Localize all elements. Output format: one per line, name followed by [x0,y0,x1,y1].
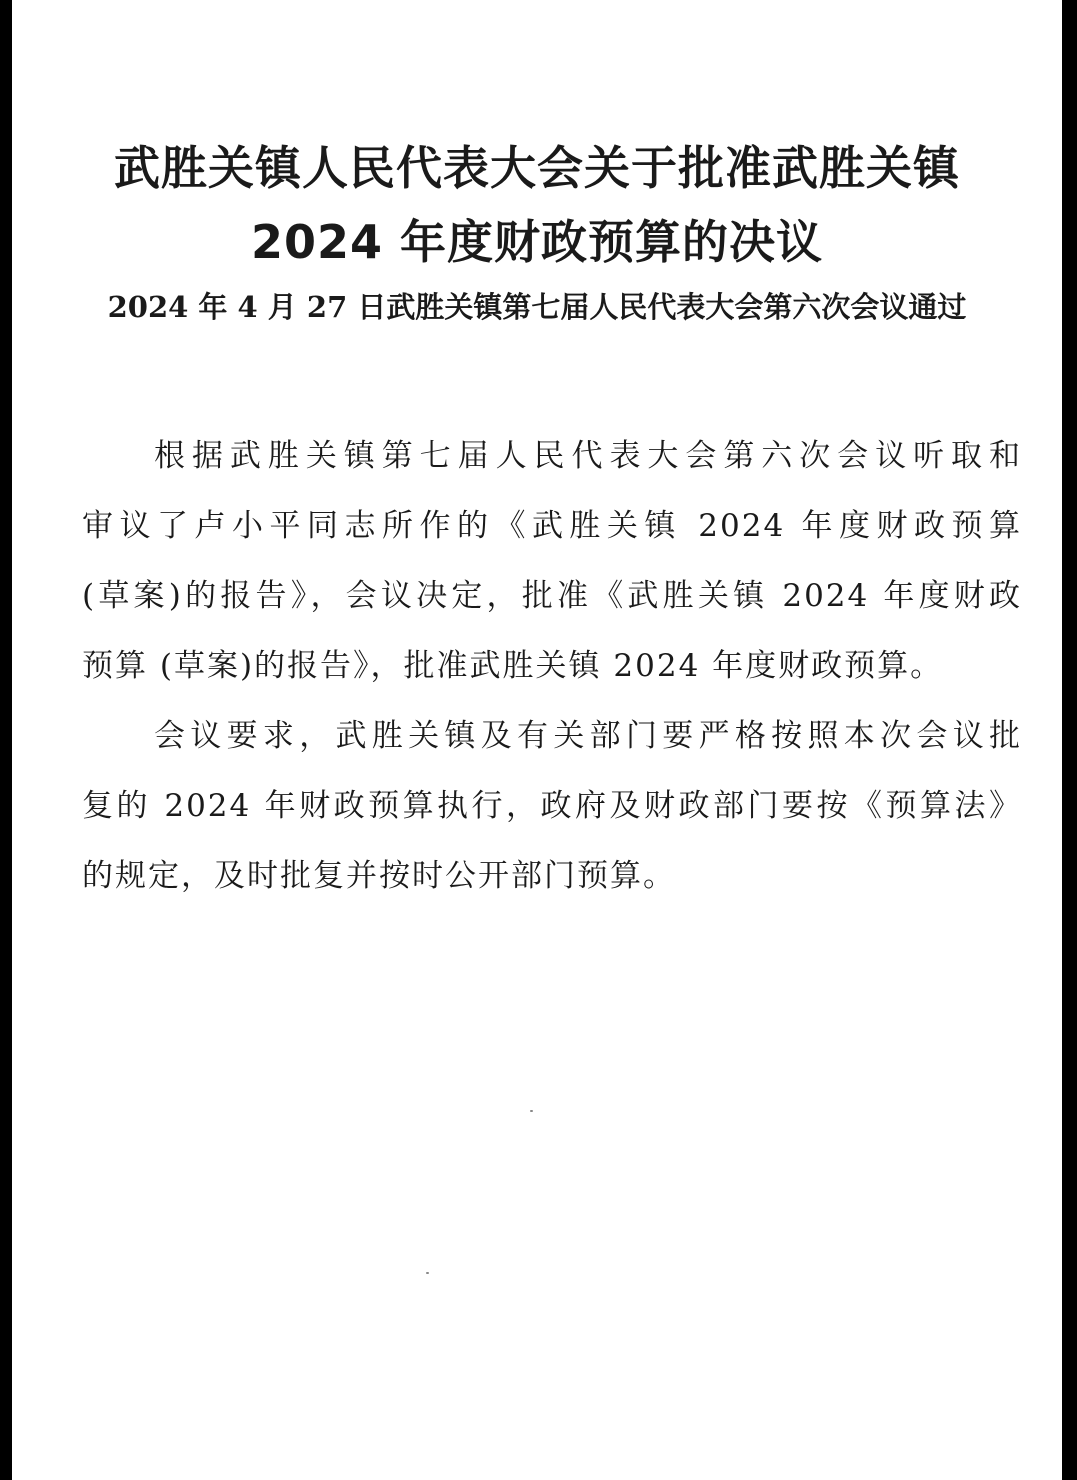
scan-speck [426,1272,429,1274]
paragraph-1-line-2: 审议了卢小平同志所作的《武胜关镇 2024 年度财政预算 [82,508,1022,544]
paragraph-2-line-2: 复的 2024 年财政预算执行，政府及财政部门要按《预算法》 [82,788,1022,824]
document-title-line-1: 武胜关镇人民代表大会关于批准武胜关镇 [114,141,960,195]
paragraph-1-line-1: 根据武胜关镇第七届人民代表大会第六次会议听取和 [154,438,1022,474]
paragraph-2-line-1: 会议要求，武胜关镇及有关部门要严格按照本次会议批 [154,718,1022,754]
document-title-line-2: 2024 年度财政预算的决议 [250,215,824,269]
paragraph-2-line-3: 的规定，及时批复并按时公开部门预算。 [82,858,676,894]
paragraph-1-line-4: 预算 (草案)的报告》，批准武胜关镇 2024 年度财政预算。 [82,648,944,684]
paragraph-1-line-3: (草案)的报告》，会议决定，批准《武胜关镇 2024 年度财政 [82,578,1022,614]
scan-speck [530,1110,533,1112]
document-page [12,0,1062,1480]
document-subtitle: 2024 年 4 月 27 日武胜关镇第七届人民代表大会第六次会议通过 [107,290,967,324]
